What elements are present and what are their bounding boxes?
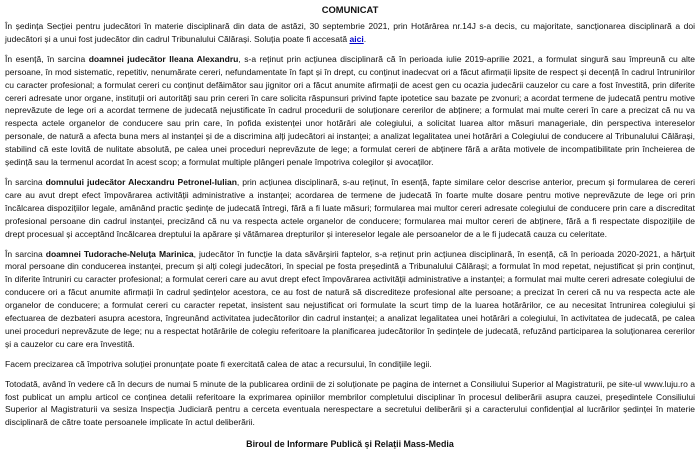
appeal-note-paragraph: Facem precizarea că împotriva soluției pronunțate poate fi exercitată calea de atac a recursului, în condițiile legii. — [5, 358, 432, 369]
intro-end: . — [363, 33, 367, 44]
paragraph-body: , judecător în funcție la data săvârșirii faptelor, s-a reținut prin acțiunea disciplinară, în esență, că în perioada 2020-2021, a hărțuit moral persoane din conducerea instanței, precum și alți colegi judecători, în special pe fosta președintă a Tribunalului Călărași; a formulat în mod repetat, nejustificat și prin conținut, în diferite întruniri cu caracter profesional; a formulat cereri care au avut drept efect împovărarea activității administrative a instanței; a formulat mai multe cereri adresate colegiului de conducere ori a făcut anumite afirmații în cadrul ședințelor acestora, ce au fost de natură să discrediteze profesional alte persoane; a precizat în cereri că nu va respecta acte ale organelor de conducere; a formulat cereri cu caracter repetat, insistent sau nejustificat ori formulate la scurt timp de la luarea hotărârilor, ce au necesitat întrunirea colegiului și efectuarea de dezbateri asupra acestora, îngreunând activitatea judecătorilor din cadrul instanței; a analizat legalitatea unei hotărâri a colegiului, în activitatea de judecată, pe calea unei proceduri neprevăzute de lege; nu a respectat hotărârile de colegiu referitoare la planificarea judecătorilor în ședințele de judecată, refuzând participarea la soluționarea cererilor și a cauzelor cu care era învestită. — [5, 248, 695, 349]
paragraph-judge-tudorache — [5, 248, 695, 351]
judge-name: doamnei judecător Ileana Alexandru — [88, 53, 239, 64]
paragraph-lead: În sarcina — [5, 176, 46, 187]
document-title: COMUNICAT — [321, 4, 379, 15]
deliberation-secrecy-paragraph: Totodată, având în vedere că în decurs de numai 5 minute de la publicarea ordinii de zi soluționate pe pagina de internet a Consiliului Superior al Magistraturii, pe site-ul www.luju.ro a fost publicat un amplu articol ce conținea detalii referitoare la exprimarea opiniilor membrilor completului disciplinar în procesul deliberării asupra cauzei, președintele Consiliului Superior al Magistraturii va sesiza Inspecția Judiciară pentru a cerceta eventuala nerespectare a secretului deliberării și a caracterului confidențial al lucrărilor ședinței în materie disciplinară de către toate persoanele implicate în actul deliberării. — [5, 378, 695, 428]
paragraph-body: , s-a reținut prin acțiunea disciplinară că în perioada iulie 2019-aprilie 2021, a formulat singură sau împreună cu alte persoane, în mod sistematic, repetitiv, nenumărate cereri, nefundamentate în fapt și în drept, cu conținut inadecvat ori a făcut afirmații lipsite de respect și decență în cadrul întrunirilor cu caracter profesional; a formulat cereri cu conținut defăimător sau jignitor ori a făcut anumite afirmații de acest gen cu ocazia judecării cauzelor cu care a fost învestită, prin diferite cereri adresate unor organe, instituții ori autorități sau prin cereri în care solicita răspunsuri privind fapte ipotetice sau bazate pe zvonuri; a acordat termene de judecată pentru motive neprevăzute de lege ori a acordat termene de judecată nejustificate în cadrul procedurii de soluționare cererilor de abținere; a formulat mai multe cereri în care a precizat că nu va respecta actele organelor de conducere sau prin care, în pofida existenței unor hotărâri ale colegiului, a solicitat luarea altor măsuri manageriale, din perspectiva intereselor personale, de natură a afecta buna mers al instanței și de a discrimina alți judecători ai instanței; a analizat legalitatea unei hotărâri a Colegiului de conducere al Tribunalului Călărași, stabilind că este lovită de nulitate absolută, pe calea unei proceduri neprevăzute de lege; a formulat cereri de abținere fără a arăta motivele de incompatibilitate prin încheierea de ședință sau la termenul acordat în acest scop; a formulat multiple plângeri penale împotriva colegilor și avocaților. — [5, 53, 696, 168]
judge-name: doamnei Tudorache-Neluța Marinica — [45, 248, 194, 259]
intro-text: În ședința Secției pentru judecători în materie disciplinară din data de astăzi, 30 septembrie 2021, prin Hotărârea nr.14J s-a decis, cu majoritate, sancționarea disciplinară a doi judecători și a unui fost judecător din cadrul Tribunalului Călărași. Soluția poate fi accesată — [5, 21, 695, 44]
paragraph-judge-alecxandru — [5, 176, 695, 241]
paragraph-lead: În sarcina — [5, 248, 46, 259]
paragraph-body: , prin acțiunea disciplinară, s-au reținut, în esență, fapte similare celor descrise anterior, precum și formularea de cereri care au avut drept efect împovărarea activității administrative a instanței; acordarea de termene de judecată în foarte multe dosare pentru motive neprevăzute de lege ori prin încălcarea dispozițiilor legale, amânând practic ședințe de judecată întregi, fără a fi luate măsuri; formularea mai multor cereri adresate colegiului de conducere prin care a discreditat profesional persoane din cadrul instanței, precizând că nu va respecta actele organelor de conducere; formularea mai multor cereri de abținere, fără a fi respectate dispozițiile de drept procesual și acceptând încălcarea dreptului la apărare și vătămarea drepturilor și intereselor legale ale persoanelor de a le fi judecată cauza cu celeritate. — [5, 176, 696, 239]
paragraph-judge-alexandru — [5, 53, 695, 169]
intro-paragraph — [5, 20, 695, 46]
decision-link[interactable]: aici — [349, 33, 364, 44]
issuing-office: Biroul de Informare Publică și Relații Mass-Media — [246, 439, 454, 450]
paragraph-lead: În esență, în sarcina — [5, 53, 89, 64]
judge-name: domnului judecător Alecxandru Petronel-Iulian — [45, 176, 237, 187]
